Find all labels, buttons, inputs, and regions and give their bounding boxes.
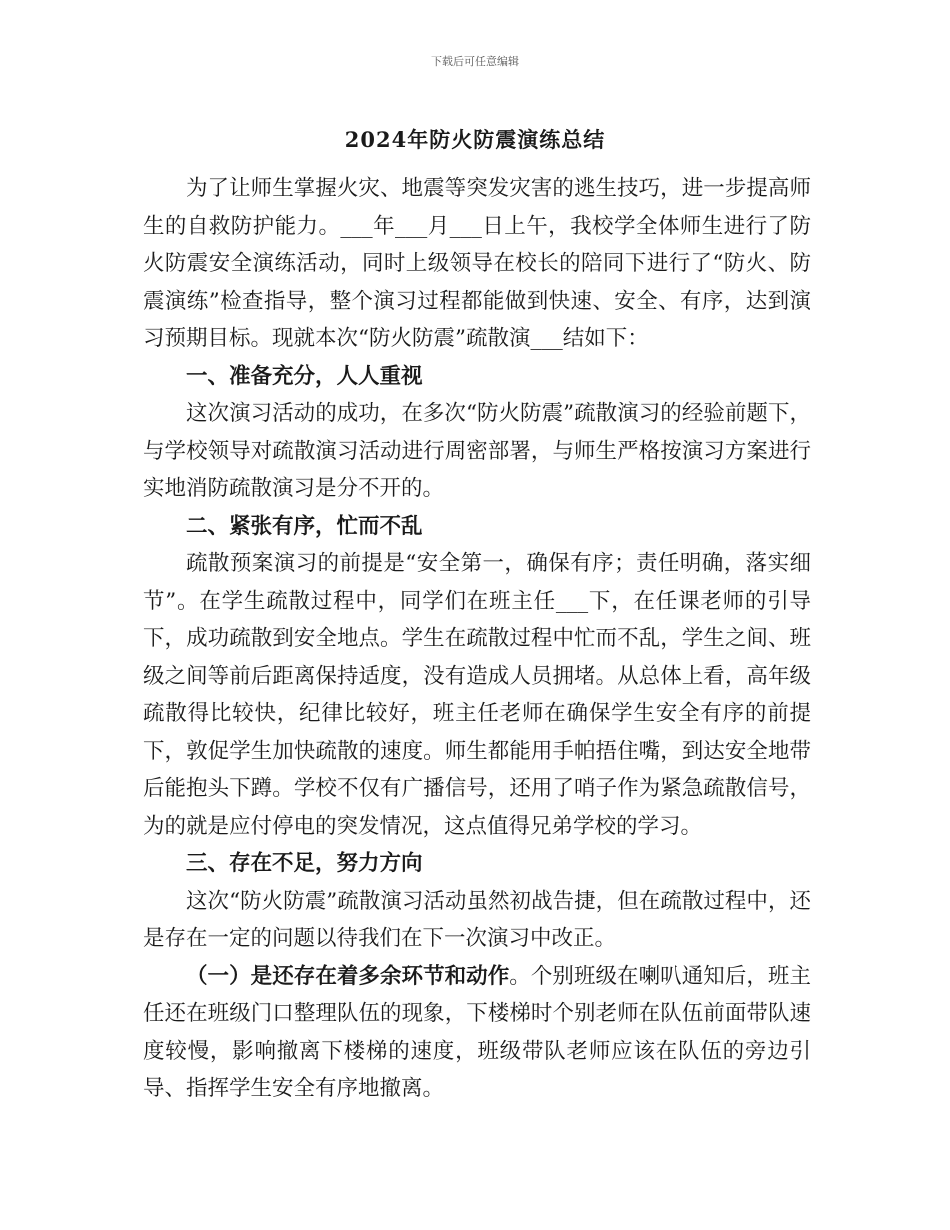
section-2-heading: 二、紧张有序，忙而不乱 <box>186 513 423 539</box>
section-2-paragraph: 疏散预案演习的前提是“安全第一，确保有序；责任明确，落实细节”。在学生疏散过程中，同学们在班主任___下，在任课老师的引导下，成功疏散到安全地点。学生在疏散过程中忙而不乱，学生之间、班级之间等前后距离保持适度，没有造成人员拥堵。从总体上看，高年级疏散得比较快，纪律比较好，班主任老师在确保学生安全有序的前提下，敦促学生加快疏散的速度。师生都能用手帕捂住嘴，到达安全地带后能抱头下蹲。学校不仅有广播信号，还用了哨子作为紧急疏散信号，为的就是应付停电的突发情况，这点值得兄弟学校的学习。 <box>143 551 811 839</box>
header-note: 下载后可任意编辑 <box>431 55 519 68</box>
section-3-item-1 <box>143 958 811 1108</box>
section-1-heading: 一、准备充分，人人重视 <box>186 363 423 389</box>
section-1-paragraph: 这次演习活动的成功，在多次“防火防震”疏散演习的经验前题下，与学校领导对疏散演习活动进行周密部署，与师生严格按演习方案进行实地消防疏散演习是分不开的。 <box>143 401 811 501</box>
intro-paragraph: 为了让师生掌握火灾、地震等突发灾害的逃生技巧，进一步提高师生的自救防护能力。___年___月___日上午，我校学全体师生进行了防火防震安全演练活动，同时上级领导在校长的陪同下进行了“防火、防震演练”检查指导，整个演习过程都能做到快速、安全、有序，达到演习预期目标。现就本次“防火防震”疏散演___结如下： <box>143 176 811 351</box>
item-1-body: 。个别班级在喇叭通知后，班主任还在班级门口整理队伍的现象，下楼梯时个别老师在队伍前面带队速度较慢，影响撤离下楼梯的速度，班级带队老师应该在队伍的旁边引导、指挥学生安全有序地撤离。 <box>143 963 811 1101</box>
document-title: 2024年防火防震演练总结 <box>344 127 606 152</box>
item-1-lead: （一）是还存在着多余环节和动作 <box>186 963 510 989</box>
document-body <box>143 170 811 1108</box>
section-3-heading: 三、存在不足，努力方向 <box>186 851 423 876</box>
section-3-paragraph: 这次“防火防震”疏散演习活动虽然初战告捷，但在疏散过程中，还是存在一定的问题以待我们在下一次演习中改正。 <box>143 888 811 951</box>
